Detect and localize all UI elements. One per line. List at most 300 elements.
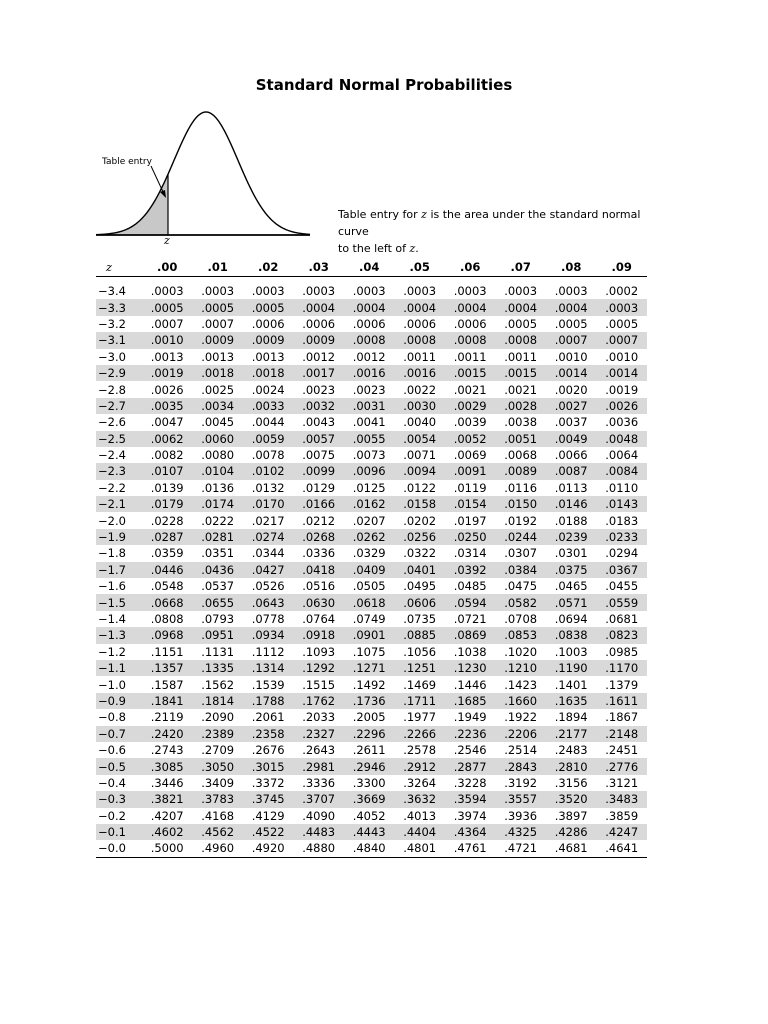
probability-cell: .2611 <box>352 743 386 758</box>
probability-cell: .0011 <box>504 349 538 364</box>
probability-cell: .2389 <box>192 726 243 742</box>
probability-cell: .0027 <box>546 398 597 414</box>
probability-cell: .0002 <box>605 284 639 299</box>
probability-cell: .0007 <box>201 316 235 331</box>
probability-cell: .2148 <box>596 726 647 742</box>
probability-cell: .0008 <box>495 332 546 348</box>
probability-cell: .0618 <box>344 594 395 610</box>
table-row <box>96 660 647 676</box>
probability-cell: .0029 <box>445 398 496 414</box>
probability-cell: .0006 <box>302 316 336 331</box>
probability-cell: .0239 <box>546 529 597 545</box>
probability-cell: .0004 <box>445 299 496 315</box>
probability-cell: .0032 <box>293 398 344 414</box>
probability-cell: .2358 <box>243 726 294 742</box>
z-value-cell: −0.9 <box>96 693 142 709</box>
table-body <box>96 277 647 858</box>
probability-cell: .0020 <box>554 382 588 397</box>
probability-cell: .2946 <box>344 758 395 774</box>
probability-cell: .0329 <box>352 546 386 561</box>
probability-cell: .2810 <box>546 758 597 774</box>
probability-cell: .0069 <box>453 448 487 463</box>
probability-cell: .0139 <box>150 480 184 495</box>
probability-cell: .0409 <box>344 562 395 578</box>
z-value-cell: −2.7 <box>96 398 142 414</box>
probability-cell: .1922 <box>504 710 538 725</box>
probability-cell: .0018 <box>243 365 294 381</box>
z-value-cell: −0.2 <box>98 808 126 823</box>
probability-cell: .0052 <box>445 431 496 447</box>
z-value-cell: −0.5 <box>96 758 142 774</box>
z-value-cell: −2.0 <box>98 513 126 528</box>
probability-cell: .0125 <box>352 480 386 495</box>
z-value-cell: −3.3 <box>96 299 142 315</box>
table-row <box>96 611 647 627</box>
probability-cell: .3228 <box>453 775 487 790</box>
probability-cell: .0016 <box>394 365 445 381</box>
probability-cell: .0485 <box>453 579 487 594</box>
probability-cell: .1314 <box>243 660 294 676</box>
probability-cell: .2578 <box>403 743 437 758</box>
probability-cell: .0119 <box>453 480 487 495</box>
probability-cell: .1762 <box>293 693 344 709</box>
table-row <box>96 365 647 381</box>
probability-cell: .4247 <box>596 824 647 840</box>
probability-cell: .1788 <box>243 693 294 709</box>
z-value-cell: −1.6 <box>98 579 126 594</box>
probability-cell: .0526 <box>251 579 285 594</box>
probability-cell: .1379 <box>605 677 639 692</box>
table-entry-label: Table entry <box>102 157 152 167</box>
z-value-cell: −1.1 <box>96 660 142 676</box>
probability-cell: .2296 <box>344 726 395 742</box>
probability-cell: .0055 <box>344 431 395 447</box>
probability-cell: .0202 <box>403 513 437 528</box>
probability-cell: .0010 <box>142 332 193 348</box>
column-header: .03 <box>293 258 344 277</box>
probability-cell: .0064 <box>605 448 639 463</box>
probability-cell: .0268 <box>293 529 344 545</box>
probability-cell: .0003 <box>403 284 437 299</box>
probability-cell: .0091 <box>445 463 496 479</box>
z-value-cell: −2.5 <box>96 431 142 447</box>
probability-cell: .0048 <box>596 431 647 447</box>
probability-cell: .0228 <box>150 513 184 528</box>
z-value-cell: −0.8 <box>98 710 126 725</box>
probability-cell: .0096 <box>344 463 395 479</box>
probability-cell: .1401 <box>554 677 588 692</box>
probability-cell: .2266 <box>394 726 445 742</box>
probability-cell: .0336 <box>302 546 336 561</box>
probability-cell: .0721 <box>453 612 487 626</box>
probability-cell: .0006 <box>453 316 487 331</box>
column-header: .01 <box>192 258 243 277</box>
probability-cell: .1469 <box>403 677 437 692</box>
probability-cell: .3936 <box>504 808 538 823</box>
probability-cell: .0162 <box>344 496 395 512</box>
probability-cell: .1210 <box>495 660 546 676</box>
probability-cell: .2420 <box>142 726 193 742</box>
probability-cell: .0089 <box>495 463 546 479</box>
probability-cell: .0778 <box>251 612 285 626</box>
probability-cell: .0004 <box>394 299 445 315</box>
probability-cell: .0749 <box>352 612 386 626</box>
probability-cell: .0062 <box>142 431 193 447</box>
probability-cell: .3745 <box>243 791 294 807</box>
probability-cell: .0005 <box>504 316 538 331</box>
probability-cell: .0401 <box>394 562 445 578</box>
probability-cell: .4721 <box>495 840 546 857</box>
probability-cell: .0465 <box>554 579 588 594</box>
normal-curve-figure <box>96 108 316 250</box>
table-row <box>96 709 647 725</box>
probability-cell: .0071 <box>403 448 437 463</box>
table-row <box>96 316 647 332</box>
column-header: .08 <box>546 258 597 277</box>
table-entry-arrow <box>151 166 164 194</box>
probability-cell: .0066 <box>554 448 588 463</box>
probability-cell: .0006 <box>251 316 285 331</box>
z-value-cell: −1.9 <box>96 529 142 545</box>
probability-cell: .0023 <box>302 382 336 397</box>
probability-cell: .0427 <box>243 562 294 578</box>
probability-cell: .0035 <box>142 398 193 414</box>
probability-cell: .4761 <box>445 840 496 857</box>
table-row <box>96 512 647 528</box>
table-row <box>96 562 647 578</box>
probability-cell: .0004 <box>293 299 344 315</box>
probability-cell: .2005 <box>352 710 386 725</box>
probability-cell: .0885 <box>394 627 445 643</box>
table-row <box>96 480 647 496</box>
probability-cell: .1492 <box>352 677 386 692</box>
probability-cell: .0011 <box>403 349 437 364</box>
probability-cell: .0019 <box>142 365 193 381</box>
probability-cell: .0003 <box>201 284 235 299</box>
probability-cell: .0351 <box>201 546 235 561</box>
probability-cell: .1075 <box>352 644 386 659</box>
column-header: .06 <box>445 258 496 277</box>
z-value-cell: −0.3 <box>96 791 142 807</box>
probability-cell: .5000 <box>142 840 193 857</box>
probability-cell: .2776 <box>596 758 647 774</box>
probability-cell: .1112 <box>251 644 285 659</box>
probability-cell: .0594 <box>445 594 496 610</box>
probability-cell: .2483 <box>554 743 588 758</box>
probability-cell: .0307 <box>504 546 538 561</box>
probability-cell: .0146 <box>546 496 597 512</box>
probability-cell: .0384 <box>495 562 546 578</box>
probability-cell: .2743 <box>150 743 184 758</box>
table-row <box>96 496 647 512</box>
probability-cell: .0004 <box>344 299 395 315</box>
z-column-header: z <box>96 258 142 277</box>
probability-cell: .0013 <box>251 349 285 364</box>
probability-cell: .3050 <box>192 758 243 774</box>
probability-cell: .0078 <box>251 448 285 463</box>
probability-cell: .1056 <box>403 644 437 659</box>
probability-cell: .0183 <box>605 513 639 528</box>
probability-cell: .0025 <box>201 382 235 397</box>
probability-cell: .0007 <box>150 316 184 331</box>
probability-cell: .3085 <box>142 758 193 774</box>
probability-cell: .0838 <box>546 627 597 643</box>
table-row <box>96 840 647 857</box>
probability-cell: .3336 <box>302 775 336 790</box>
probability-cell: .0823 <box>596 627 647 643</box>
probability-cell: .1038 <box>453 644 487 659</box>
probability-cell: .1357 <box>142 660 193 676</box>
probability-cell: .3707 <box>293 791 344 807</box>
probability-cell: .0005 <box>243 299 294 315</box>
probability-cell: .1977 <box>403 710 437 725</box>
probability-cell: .0170 <box>243 496 294 512</box>
probability-cell: .0314 <box>453 546 487 561</box>
probability-cell: .0301 <box>554 546 588 561</box>
table-row <box>96 627 647 643</box>
probability-cell: .3594 <box>445 791 496 807</box>
z-value-cell: −1.5 <box>96 594 142 610</box>
probability-cell: .1587 <box>150 677 184 692</box>
probability-cell: .4286 <box>546 824 597 840</box>
table-row <box>96 808 647 824</box>
probability-cell: .0008 <box>344 332 395 348</box>
probability-cell: .0054 <box>394 431 445 447</box>
table-row <box>96 676 647 692</box>
probability-cell: .1131 <box>201 644 235 659</box>
probability-cell: .0359 <box>150 546 184 561</box>
probability-cell: .4641 <box>596 840 647 857</box>
probability-cell: .1894 <box>554 710 588 725</box>
probability-cell: .1515 <box>302 677 336 692</box>
probability-cell: .0009 <box>293 332 344 348</box>
probability-cell: .4801 <box>394 840 445 857</box>
probability-cell: .4129 <box>251 808 285 823</box>
probability-cell: .0049 <box>546 431 597 447</box>
probability-cell: .0009 <box>243 332 294 348</box>
probability-cell: .0495 <box>403 579 437 594</box>
probability-cell: .2090 <box>201 710 235 725</box>
probability-cell: .2236 <box>445 726 496 742</box>
probability-cell: .0005 <box>192 299 243 315</box>
probability-cell: .0024 <box>251 382 285 397</box>
probability-cell: .4404 <box>394 824 445 840</box>
caption-var-z: z <box>421 208 427 221</box>
probability-cell: .0116 <box>504 480 538 495</box>
z-value-cell: −1.0 <box>98 677 126 692</box>
probability-cell: .0455 <box>605 579 639 594</box>
probability-cell: .0853 <box>495 627 546 643</box>
z-value-cell: −2.4 <box>98 448 126 463</box>
probability-cell: .0735 <box>403 612 437 626</box>
probability-cell: .1867 <box>605 710 639 725</box>
probability-cell: .0375 <box>546 562 597 578</box>
caption-var-z-2: z <box>409 242 416 255</box>
probability-cell: .0174 <box>192 496 243 512</box>
probability-cell: .0154 <box>445 496 496 512</box>
probability-cell: .2033 <box>302 710 336 725</box>
probability-table <box>96 258 647 858</box>
probability-cell: .0014 <box>546 365 597 381</box>
probability-cell: .3446 <box>150 775 184 790</box>
probability-cell: .0045 <box>201 415 235 430</box>
probability-cell: .3520 <box>546 791 597 807</box>
table-row <box>96 644 647 660</box>
probability-cell: .3264 <box>403 775 437 790</box>
probability-cell: .0028 <box>495 398 546 414</box>
table-row <box>96 431 647 447</box>
probability-cell: .0060 <box>192 431 243 447</box>
probability-cell: .0038 <box>504 415 538 430</box>
table-row <box>96 775 647 791</box>
probability-cell: .0158 <box>394 496 445 512</box>
z-value-cell: −0.4 <box>98 775 126 790</box>
probability-cell: .0082 <box>150 448 184 463</box>
z-value-cell: −2.3 <box>96 463 142 479</box>
probability-cell: .0013 <box>201 349 235 364</box>
probability-cell: .3783 <box>192 791 243 807</box>
probability-cell: .0233 <box>596 529 647 545</box>
probability-cell: .0005 <box>142 299 193 315</box>
probability-cell: .0344 <box>251 546 285 561</box>
probability-cell: .3300 <box>352 775 386 790</box>
z-value-cell: −2.9 <box>96 365 142 381</box>
probability-cell: .0019 <box>605 382 639 397</box>
probability-cell: .0197 <box>453 513 487 528</box>
caption-text-2: is the area under the standard normal curve <box>338 208 641 238</box>
probability-cell: .1170 <box>596 660 647 676</box>
probability-cell: .0132 <box>251 480 285 495</box>
probability-cell: .0034 <box>192 398 243 414</box>
probability-cell: .0869 <box>445 627 496 643</box>
table-row <box>96 824 647 840</box>
probability-cell: .2061 <box>251 710 285 725</box>
probability-cell: .0212 <box>302 513 336 528</box>
z-value-cell: −2.2 <box>98 480 126 495</box>
probability-cell: .0143 <box>596 496 647 512</box>
probability-cell: .0322 <box>403 546 437 561</box>
probability-cell: .4207 <box>150 808 184 823</box>
probability-cell: .0017 <box>293 365 344 381</box>
probability-cell: .0516 <box>302 579 336 594</box>
bell-curve <box>96 112 310 235</box>
probability-cell: .3192 <box>504 775 538 790</box>
probability-cell: .0150 <box>495 496 546 512</box>
table-row <box>96 381 647 397</box>
probability-cell: .1711 <box>394 693 445 709</box>
probability-cell: .0901 <box>344 627 395 643</box>
probability-cell: .0537 <box>201 579 235 594</box>
probability-cell: .1003 <box>554 644 588 659</box>
probability-cell: .0934 <box>243 627 294 643</box>
probability-cell: .0179 <box>142 496 193 512</box>
probability-cell: .0571 <box>546 594 597 610</box>
table-row <box>96 529 647 545</box>
probability-cell: .2206 <box>495 726 546 742</box>
probability-cell: .0192 <box>504 513 538 528</box>
probability-cell: .1949 <box>453 710 487 725</box>
probability-cell: .0006 <box>352 316 386 331</box>
probability-cell: .0008 <box>394 332 445 348</box>
probability-cell: .0021 <box>453 382 487 397</box>
z-value-cell: −1.8 <box>98 546 126 561</box>
table-row <box>96 299 647 315</box>
probability-cell: .0250 <box>445 529 496 545</box>
probability-cell: .3974 <box>453 808 487 823</box>
probability-cell: .0262 <box>344 529 395 545</box>
probability-cell: .0668 <box>142 594 193 610</box>
z-value-cell: −2.1 <box>96 496 142 512</box>
probability-cell: .0010 <box>554 349 588 364</box>
probability-cell: .3372 <box>251 775 285 790</box>
probability-cell: .1539 <box>251 677 285 692</box>
normal-curve-svg <box>96 108 316 250</box>
probability-cell: .2981 <box>293 758 344 774</box>
probability-cell: .0951 <box>192 627 243 643</box>
probability-cell: .0031 <box>344 398 395 414</box>
probability-cell: .0436 <box>192 562 243 578</box>
probability-cell: .4052 <box>352 808 386 823</box>
probability-cell: .0044 <box>251 415 285 430</box>
probability-cell: .4522 <box>243 824 294 840</box>
probability-cell: .2327 <box>293 726 344 742</box>
probability-cell: .3557 <box>495 791 546 807</box>
probability-cell: .4880 <box>293 840 344 857</box>
probability-cell: .0256 <box>394 529 445 545</box>
probability-cell: .0014 <box>596 365 647 381</box>
probability-cell: .0107 <box>142 463 193 479</box>
table-header-row <box>96 258 647 277</box>
table-row <box>96 726 647 742</box>
probability-cell: .4364 <box>445 824 496 840</box>
probability-cell: .0015 <box>495 365 546 381</box>
z-value-cell: −3.2 <box>98 316 126 331</box>
probability-cell: .3483 <box>596 791 647 807</box>
probability-cell: .4681 <box>546 840 597 857</box>
probability-cell: .0274 <box>243 529 294 545</box>
probability-cell: .0010 <box>605 349 639 364</box>
probability-cell: .1685 <box>445 693 496 709</box>
probability-cell: .0080 <box>201 448 235 463</box>
z-value-cell: −3.1 <box>96 332 142 348</box>
probability-cell: .1020 <box>504 644 538 659</box>
probability-cell: .0793 <box>201 612 235 626</box>
probability-cell: .0043 <box>302 415 336 430</box>
probability-cell: .3015 <box>243 758 294 774</box>
probability-cell: .0073 <box>352 448 386 463</box>
probability-cell: .0030 <box>394 398 445 414</box>
probability-cell: .2643 <box>302 743 336 758</box>
probability-cell: .3897 <box>554 808 588 823</box>
probability-cell: .0068 <box>504 448 538 463</box>
z-value-cell: −3.0 <box>98 349 126 364</box>
table-row <box>96 545 647 561</box>
probability-cell: .0287 <box>142 529 193 545</box>
probability-cell: .0548 <box>150 579 184 594</box>
probability-cell: .0446 <box>142 562 193 578</box>
probability-cell: .0392 <box>445 562 496 578</box>
probability-cell: .0207 <box>352 513 386 528</box>
z-value-cell: −1.4 <box>98 612 126 626</box>
probability-cell: .0087 <box>546 463 597 479</box>
table-caption <box>338 206 658 257</box>
probability-cell: .0003 <box>150 284 184 299</box>
probability-cell: .2451 <box>605 743 639 758</box>
probability-cell: .1611 <box>596 693 647 709</box>
z-value-cell: −0.0 <box>96 840 142 857</box>
probability-cell: .2676 <box>251 743 285 758</box>
probability-cell: .0222 <box>201 513 235 528</box>
